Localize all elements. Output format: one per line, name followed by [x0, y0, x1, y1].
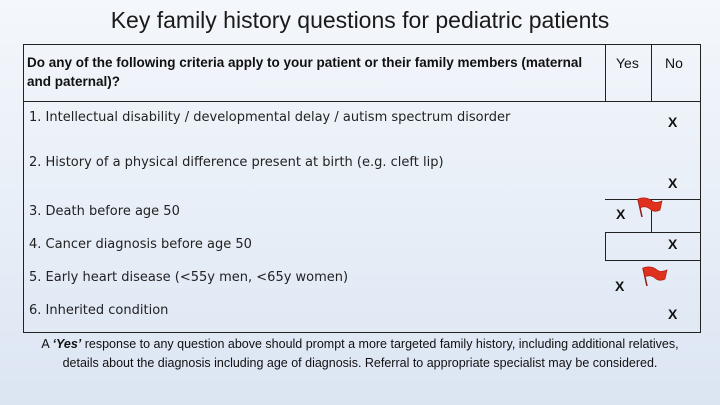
no-mark: X	[668, 306, 678, 322]
red-flag-icon	[634, 195, 664, 219]
no-mark: X	[668, 114, 678, 130]
slide-title: Key family history questions for pediatric patients	[110, 7, 610, 33]
footer-prefix: A	[41, 337, 53, 351]
table-question-header: Do any of the following criteria apply to your patient or their family members (maternal and paternal)?	[27, 55, 583, 89]
yes-column-header: Yes	[616, 55, 639, 71]
criteria-row-label: 2. History of a physical difference present at birth (e.g. cleft lip)	[29, 155, 444, 170]
table-divider	[23, 101, 700, 102]
criteria-row-label: 3. Death before age 50	[29, 204, 180, 219]
table-divider	[651, 44, 652, 101]
criteria-row-label: 6. Inherited condition	[29, 303, 169, 318]
criteria-row-label: 4. Cancer diagnosis before age 50	[29, 237, 252, 252]
no-mark: X	[668, 175, 678, 191]
red-flag-icon	[639, 264, 669, 288]
criteria-row-label: 5. Early heart disease (<55y men, <65y women)	[29, 270, 349, 285]
table-divider	[605, 44, 606, 101]
yes-mark: X	[616, 206, 626, 222]
table-divider	[605, 260, 700, 261]
footer-note	[28, 335, 692, 372]
yes-mark: X	[615, 278, 625, 294]
no-mark: X	[668, 236, 678, 252]
table-divider	[605, 232, 606, 260]
table-divider	[605, 232, 700, 233]
criteria-row-label: 1. Intellectual disability / developmental delay / autism spectrum disorder	[29, 110, 511, 125]
no-column-header: No	[665, 55, 683, 71]
footer-text: response to any question above should prompt a more targeted family history, including additional relatives, details about the diagnosis including age of diagnosis. Referral to appropriate specialist may be considered.	[62, 337, 679, 370]
footer-emphasis: ‘Yes’	[52, 337, 82, 351]
